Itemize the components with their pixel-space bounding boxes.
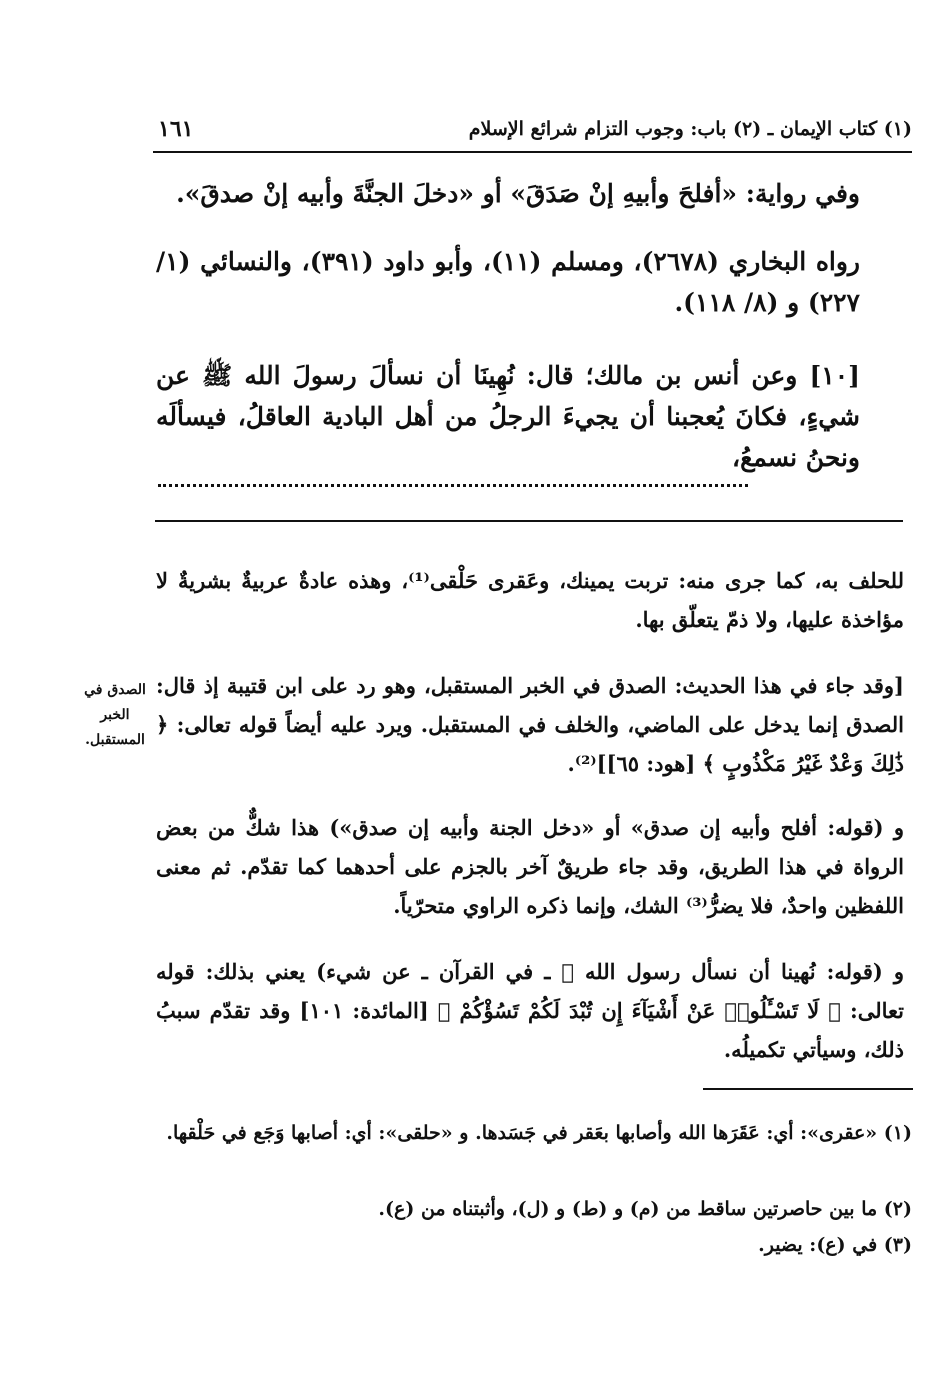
sharh-text-2: [وقد جاء في هذا الحديث: الصدق في الخبر المستقبل، وهو رد على ابن قتيبة إذ قال: الصدق إنما يدخل على الماضي، والخلف في المستقبل. ويرد عليه أيضاً قوله تعالى: ﴿ ذَٰلِكَ وَعْدٌ غَيْرُ مَكْذُوبٍ ﴾ [هود: ٦٥]]⁽²⁾. [156, 673, 904, 776]
header-rule [153, 151, 912, 153]
running-header [158, 118, 912, 152]
footnote-3 [166, 1227, 912, 1263]
sharh-paragraph-1 [156, 561, 904, 639]
sharh-paragraph-2 [156, 666, 904, 783]
footnote-text-1: (١) «عقرى»: أي: عَقَرَها الله وأصابها بعَقر في جَسَدها. و «حلقى»: أي: أصابها وَجَع في حَلْقها. [166, 1122, 912, 1144]
matn-text-2: رواه البخاري (٢٦٧٨)، ومسلم (١١)، وأبو داود (٣٩١)، والنسائي (١/ ٢٢٧) و (٨/ ١١٨). [156, 247, 861, 317]
matn-paragraph-3 [156, 355, 860, 478]
header-title: (١) كتاب الإيمان ـ (٢) باب: وجوب التزام شرائع الإسلام [468, 118, 912, 140]
page-number: ١٦١ [158, 116, 194, 142]
footnote-rule [703, 1088, 913, 1090]
matn-text-3: [١٠] وعن أنس بن مالك؛ قال: نُهِينَا أن نسألَ رسولَ الله ﷺ عن شيءٍ، فكانَ يُعجبنا أن يجيءَ الرجلُ من أهل البادية العاقلُ، فيسألَه ونحنُ نسمعُ، [156, 361, 860, 472]
matn-paragraph-2 [156, 241, 860, 323]
sharh-text-3: و (قوله: أفلح وأبيه إن صدق» أو «دخل الجنة وأبيه إن صدق») هذا شكٌّ من بعض الرواة في هذا الطريق، وقد جاء طريقٌ آخر بالجزم على أحدهما كما تقدّم. ثم معنى اللفظين واحدٌ، فلا يضرُّ⁽³⁾ الشك، وإنما ذكره الراوي متحرّياً. [156, 815, 904, 918]
section-divider [155, 520, 903, 522]
footnote-2 [166, 1191, 912, 1227]
footnote-text-2: (٢) ما بين حاصرتين ساقط من (م) و (ط) و (ل)، وأثبتناه من (ع). [378, 1198, 912, 1220]
footnote-1 [166, 1115, 912, 1151]
matn-text-1: وفي رواية: «أفلحَ وأبيهِ إنْ صَدَقَ» أو «دخلَ الجنَّةَ وأبيه إنْ صدقَ». [176, 179, 860, 208]
sharh-text-1: للحلف به، كما جرى منه: تربت يمينك، وعَقرى حَلْقى⁽¹⁾، وهذه عادةٌ عربيةٌ بشريةٌ لا مؤاخذة عليها، ولا ذمّ يتعلّق بها. [156, 568, 904, 632]
sharh-paragraph-3 [156, 808, 904, 925]
sharh-text-4: و (قوله: نُهينا أن نسأل رسول الله ﷺ ـ في القرآن ـ عن شيء) يعني بذلك: قوله تعالى: ﴿ لَا تَسْـَٔلُوا۟ عَنْ أَشْيَآءَ إِن تُبْدَ لَكُمْ تَسُؤْكُمْ ﴾ [المائدة: ١٠١] وقد تقدّم سببُ ذلك، وسيأتي تكميلُه. [156, 959, 904, 1062]
sharh-paragraph-4 [156, 952, 904, 1069]
ellipsis-dots [158, 476, 748, 487]
margin-note-text: الصدق في الخبر المستقبل. [84, 682, 146, 748]
footnote-text-3: (٣) في (ع): يضير. [758, 1234, 912, 1256]
matn-paragraph-1 [160, 173, 860, 214]
margin-note [76, 678, 154, 753]
